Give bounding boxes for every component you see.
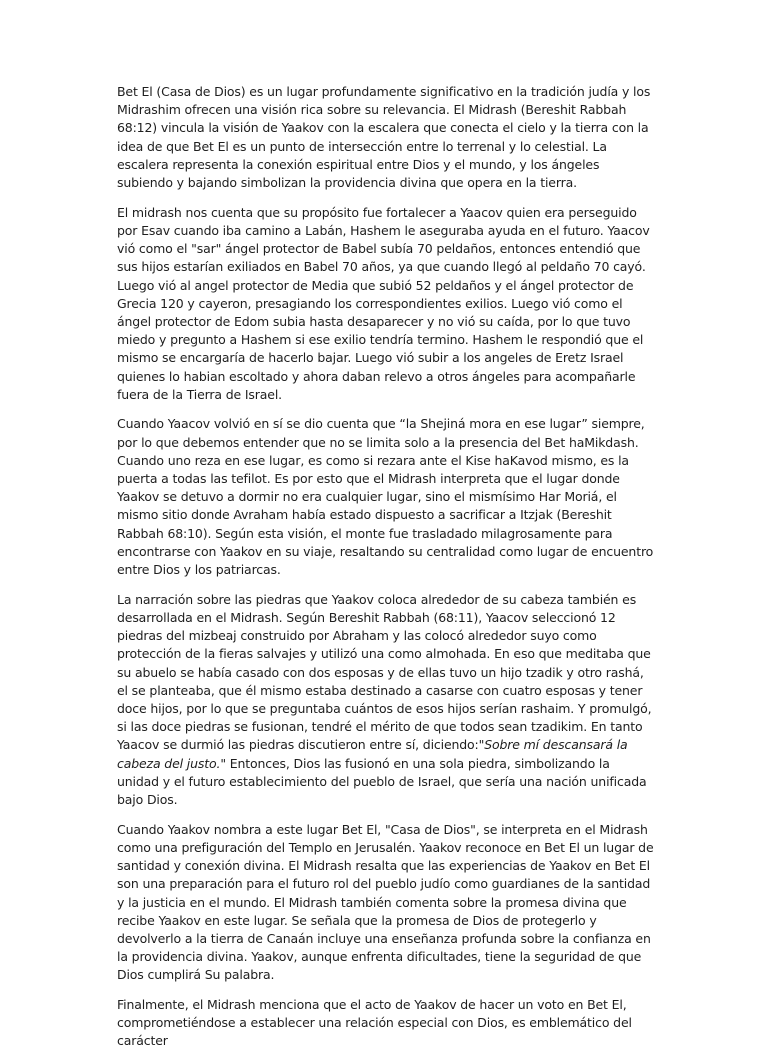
- stones-text-before: La narración sobre las piedras que Yaakov coloca alrededor de su cabeza también es desarrollada en el Midrash. Según Bereshit Rabbah (68:11), Yaacov seleccionó 12 piedras del mizbeaj construido por Abraham y las colocó alrededor suyo como protección de la fieras salvajes y utilizó una como almohada. En eso que meditaba que su abuelo se había casado con dos esposas y de ellas tuvo un hijo tzadik y otro rashá, el se planteaba, que él mismo estaba destinado a casarse con cuatro esposas y tener doce hijos, por lo que se preguntaba cuántos de esos hijos serían rashaim. Y promulgó, si las doce piedras se fusionan, tendré el mérito de que todos sean tzadikim. En tanto Yaacov se durmió las piedras discutieron entre sí, diciendo:": [117, 591, 652, 753]
- paragraph-bet-el-intro: Bet El (Casa de Dios) es un lugar profundamente significativo en la tradición judía y los Midrashim ofrecen una visión rica sobre su relevancia. El Midrash (Bereshit Rabbah 68:12) vincula la visión de Yaakov con la escalera que conecta el cielo y la tierra con la idea de que Bet El es un punto de intersección entre lo terrenal y lo celestial. La escalera representa la conexión espiritual entre Dios y el mundo, y los ángeles subiendo y bajando simbolizan la providencia divina que opera en la tierra.: [117, 84, 651, 191]
- paragraph-stones: [117, 591, 655, 809]
- stones-text-after: " Entonces, Dios las fusionó en una sola piedra, simbolizando la unidad y el futuro establecimiento del pueblo de Israel, que sería una nación unificada bajo Dios.: [117, 755, 647, 808]
- document-body: [117, 83, 655, 1062]
- paragraph-finalmente: Finalmente, el Midrash menciona que el acto de Yaakov de hacer un voto en Bet El, comprometiéndose a establecer una relación especial con Dios, es emblemático del carácter: [117, 997, 632, 1049]
- paragraph-angels-exiles: El midrash nos cuenta que su propósito fue fortalecer a Yaacov quien era perseguido por Esav cuando iba camino a Labán, Hashem le aseguraba ayuda en el futuro. Yaacov vió como el "sar" ángel protector de Babel subía 70 peldaños, entonces entendió que sus hijos estarían exiliados en Babel 70 años, ya que cuando llegó al peldaño 70 cayó. Luego vió al angel protector de Media que subió 52 peldaños y el ángel protector de Grecia 120 y cayeron, presagiando los correspondientes exilios. Luego vió como el ángel protector de Edom subia hasta desaparecer y no vió su caída, por lo que tuvo miedo y pregunto a Hashem si ese exilio tendría termino. Hashem le respondió que el mismo se encargaría de hacerlo bajar. Luego vió subir a los angeles de Eretz Israel quienes lo habian escoltado y ahora daban relevo a otros ángeles para acompañarle fuera de la Tierra de Israel.: [117, 204, 650, 402]
- paragraph-shejina: Cuando Yaacov volvió en sí se dio cuenta que “la Shejiná mora en ese lugar” siempre, por lo que debemos entender que no se limita solo a la presencia del Bet haMikdash. Cuando uno reza en ese lugar, es como si rezara ante el Kise haKavod mismo, es la puerta a todas las tefilot. Es por esto que el Midrash interpreta que el lugar donde Yaakov se detuvo a dormir no era cualquier lugar, sino el mismísimo Har Moriá, el mismo sitio donde Avraham había estado dispuesto a sacrificar a Itzjak (Bereshit Rabbah 68:10). Según esta visión, el monte fue trasladado milagrosamente para encontrarse con Yaakov en su viaje, resaltando su centralidad como lugar de encuentro entre Dios y los patriarcas.: [117, 416, 654, 578]
- stones-quote: Sobre mí descansará la cabeza del justo.: [117, 737, 628, 771]
- paragraph-casa-de-dios: Cuando Yaakov nombra a este lugar Bet El, "Casa de Dios", se interpreta en el Midrash como una prefiguración del Templo en Jerusalén. Yaakov reconoce en Bet El un lugar de santidad y conexión divina. El Midrash resalta que las experiencias de Yaakov en Bet El son una preparación para el futuro rol del pueblo judío como guardianes de la santidad y la justicia en el mundo. El Midrash también comenta sobre la promesa divina que recibe Yaakov en este lugar. Se señala que la promesa de Dios de protegerlo y devolverlo a la tierra de Canaán incluye una enseñanza profunda sobre la confianza en la providencia divina. Yaakov, aunque enfrenta dificultades, tiene la seguridad de que Dios cumplirá Su palabra.: [117, 821, 654, 983]
